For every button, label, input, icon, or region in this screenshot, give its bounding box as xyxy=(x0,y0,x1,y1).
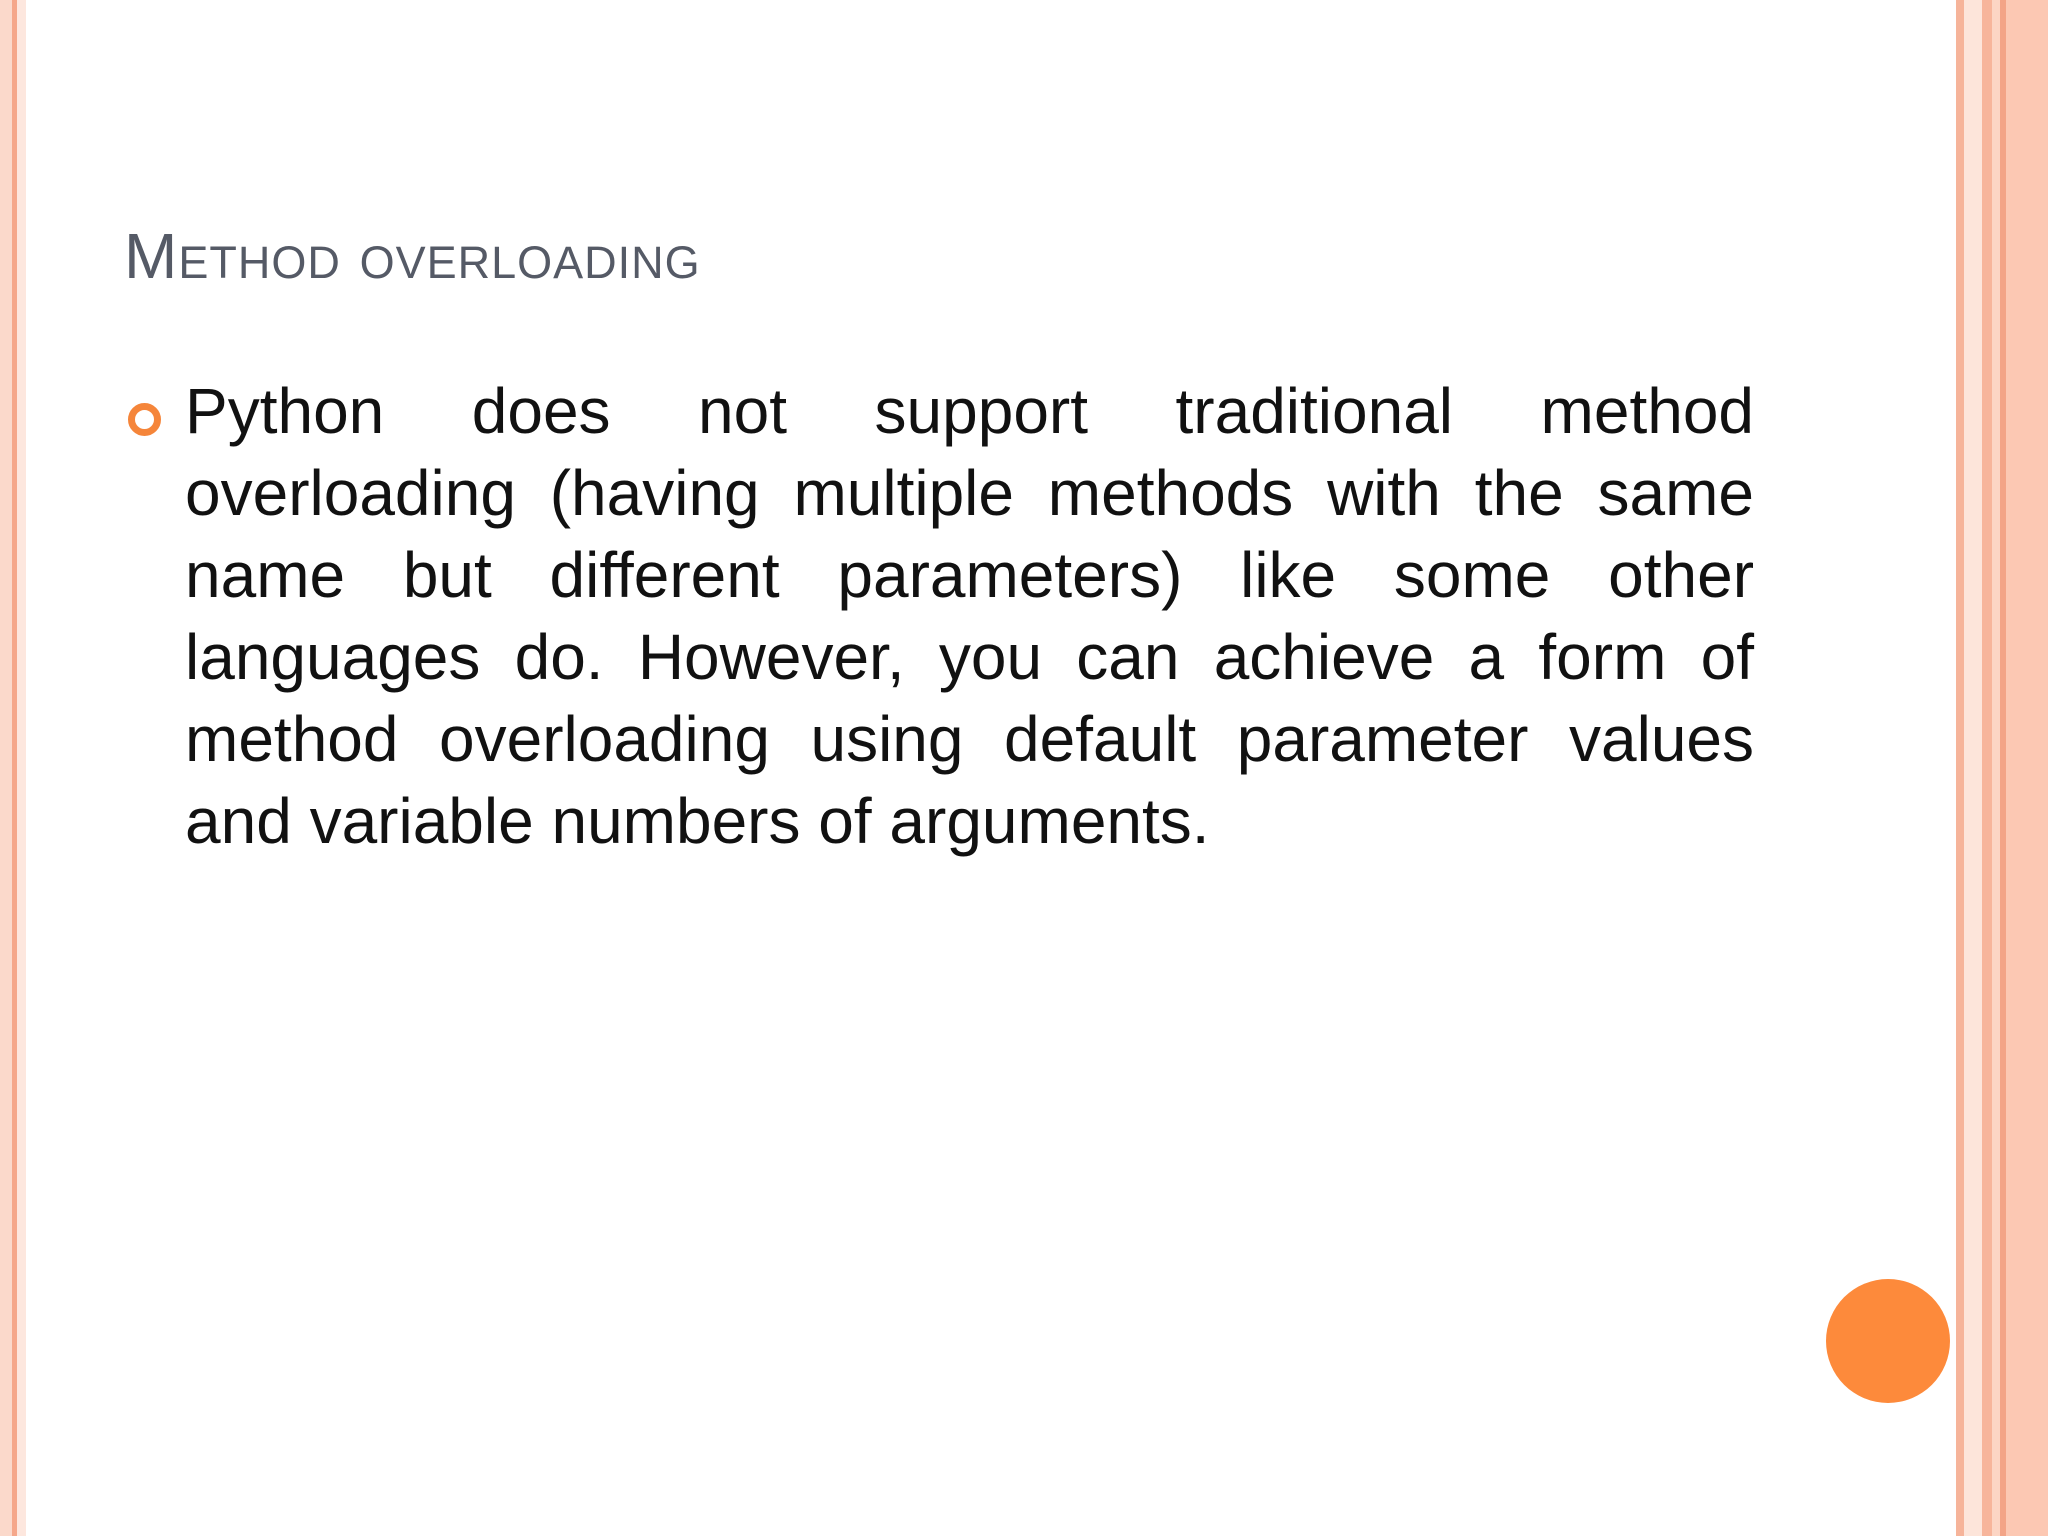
bullet-text: Python does not support traditional method overloading (having multiple methods with the same name but different parameters) like some other languages do. However, you can achieve a form of method overloading using default parameter values and variable numbers of arguments. xyxy=(185,375,1754,857)
right-border-strip xyxy=(1992,0,2000,1536)
right-border-strip xyxy=(1982,0,1992,1536)
orange-circle-decoration xyxy=(1826,1279,1950,1403)
orange-ring-icon xyxy=(128,403,161,436)
slide-title: Method overloading xyxy=(124,220,701,292)
left-border-strip xyxy=(17,0,26,1536)
left-border-strip xyxy=(0,0,12,1536)
right-border-strip xyxy=(1964,0,1982,1536)
right-border-strip xyxy=(2006,0,2048,1536)
right-border-strip xyxy=(1956,0,1964,1536)
